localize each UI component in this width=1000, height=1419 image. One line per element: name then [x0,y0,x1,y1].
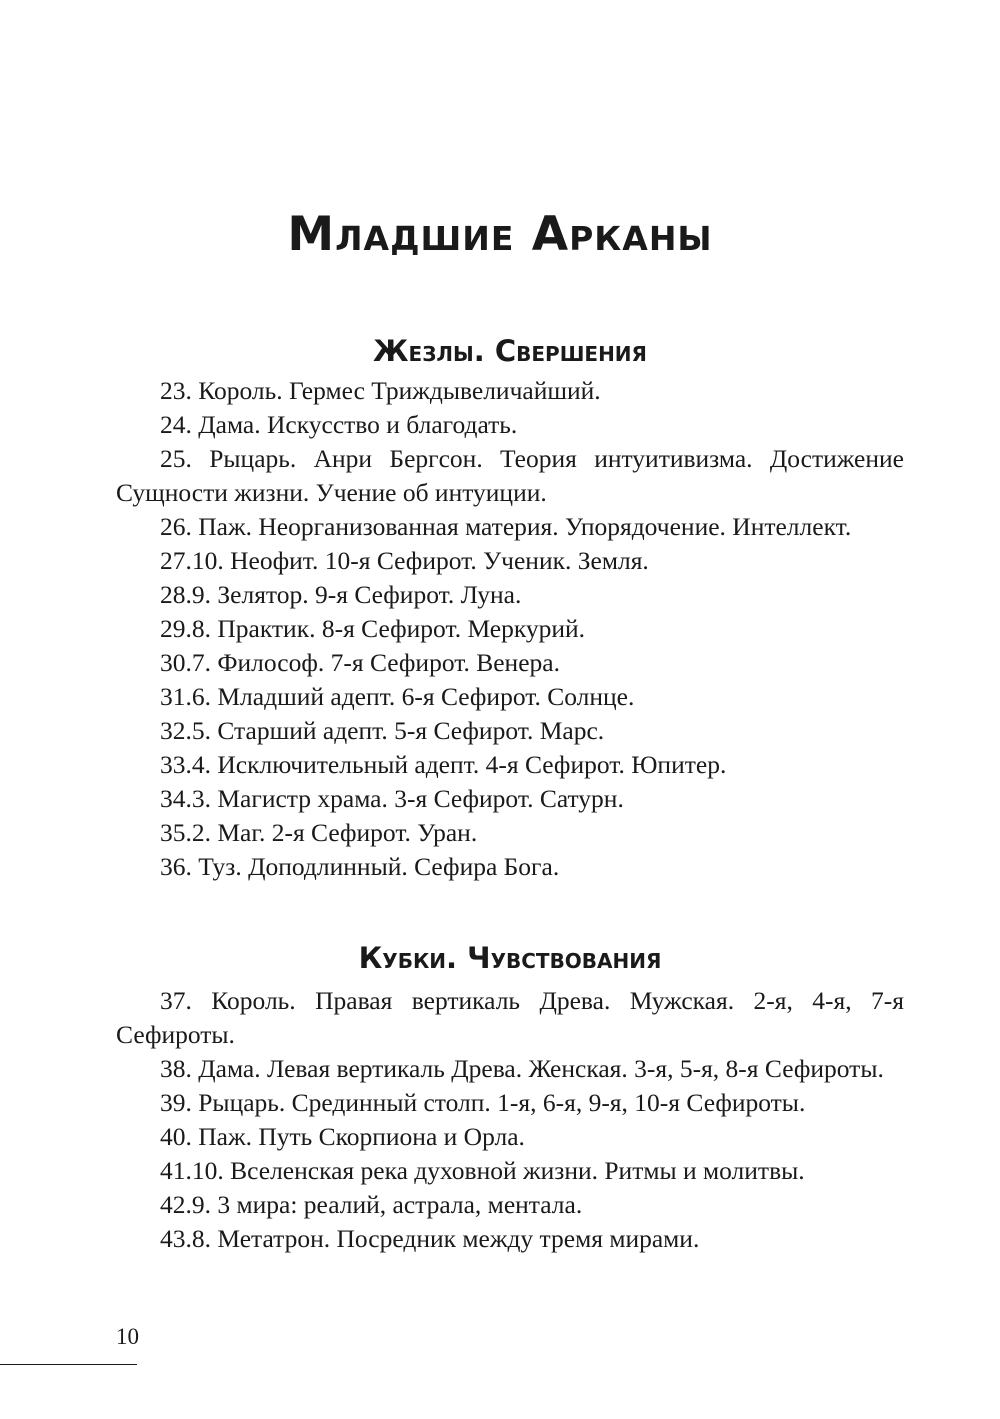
list-item: 34.3. Магистр храма. 3-я Сефирот. Сатурн. [160,784,624,813]
list-item: 28.9. Зелятор. 9-я Сефирот. Луна. [160,580,522,609]
list-item: 31.6. Младший адепт. 6-я Сефирот. Солнце. [160,682,635,711]
list-item: 25. Рыцарь. Анри Бергсон. Теория интуитивизма. Достижение Сущности жизни. Учение об интуиции. [116,444,904,507]
list-item: 29.8. Практик. 8-я Сефирот. Меркурий. [160,614,586,643]
cups-entry-list [116,984,904,1256]
list-item: 39. Рыцарь. Срединный столп. 1-я, 6-я, 9-я, 10-я Сефироты. [160,1088,806,1117]
list-item: 32.5. Старший адепт. 5-я Сефирот. Марс. [160,716,605,745]
list-item: 41.10. Вселенская река духовной жизни. Ритмы и молитвы. [160,1156,805,1185]
section-heading-wands: Жезлы. Свершения [373,334,647,368]
list-item: 38. Дама. Левая вертикаль Древа. Женская. 3-я, 5-я, 8-я Сефироты. [160,1054,884,1083]
list-item: 36. Туз. Доподлинный. Сефира Бога. [160,852,560,881]
list-item: 33.4. Исключительный адепт. 4-я Сефирот. Юпитер. [160,750,727,779]
list-item: 40. Паж. Путь Скорпиона и Орла. [160,1122,525,1151]
page-number: 10 [116,1324,139,1349]
list-item: 30.7. Философ. 7-я Сефирот. Венера. [160,648,560,677]
list-item: 42.9. 3 мира: реалий, астрала, ментала. [160,1190,583,1219]
list-item: 26. Паж. Неорганизованная материя. Упорядочение. Интеллект. [160,512,852,541]
list-item: 37. Король. Правая вертикаль Древа. Мужская. 2-я, 4-я, 7-я Сефироты. [116,986,904,1049]
list-item: 43.8. Метатрон. Посредник между тремя мирами. [160,1224,700,1253]
section-heading-cups: Кубки. Чувствования [358,941,662,975]
wands-entry-list [116,374,904,884]
list-item: 23. Король. Гермес Триждывеличайший. [160,376,601,405]
list-item: 27.10. Неофит. 10-я Сефирот. Ученик. Земля. [160,546,649,575]
page-title: Младшие Арканы [287,207,713,262]
list-item: 35.2. Маг. 2-я Сефирот. Уран. [160,818,478,847]
footer-rule [0,1364,137,1365]
list-item: 24. Дама. Искусство и благодать. [160,410,518,439]
